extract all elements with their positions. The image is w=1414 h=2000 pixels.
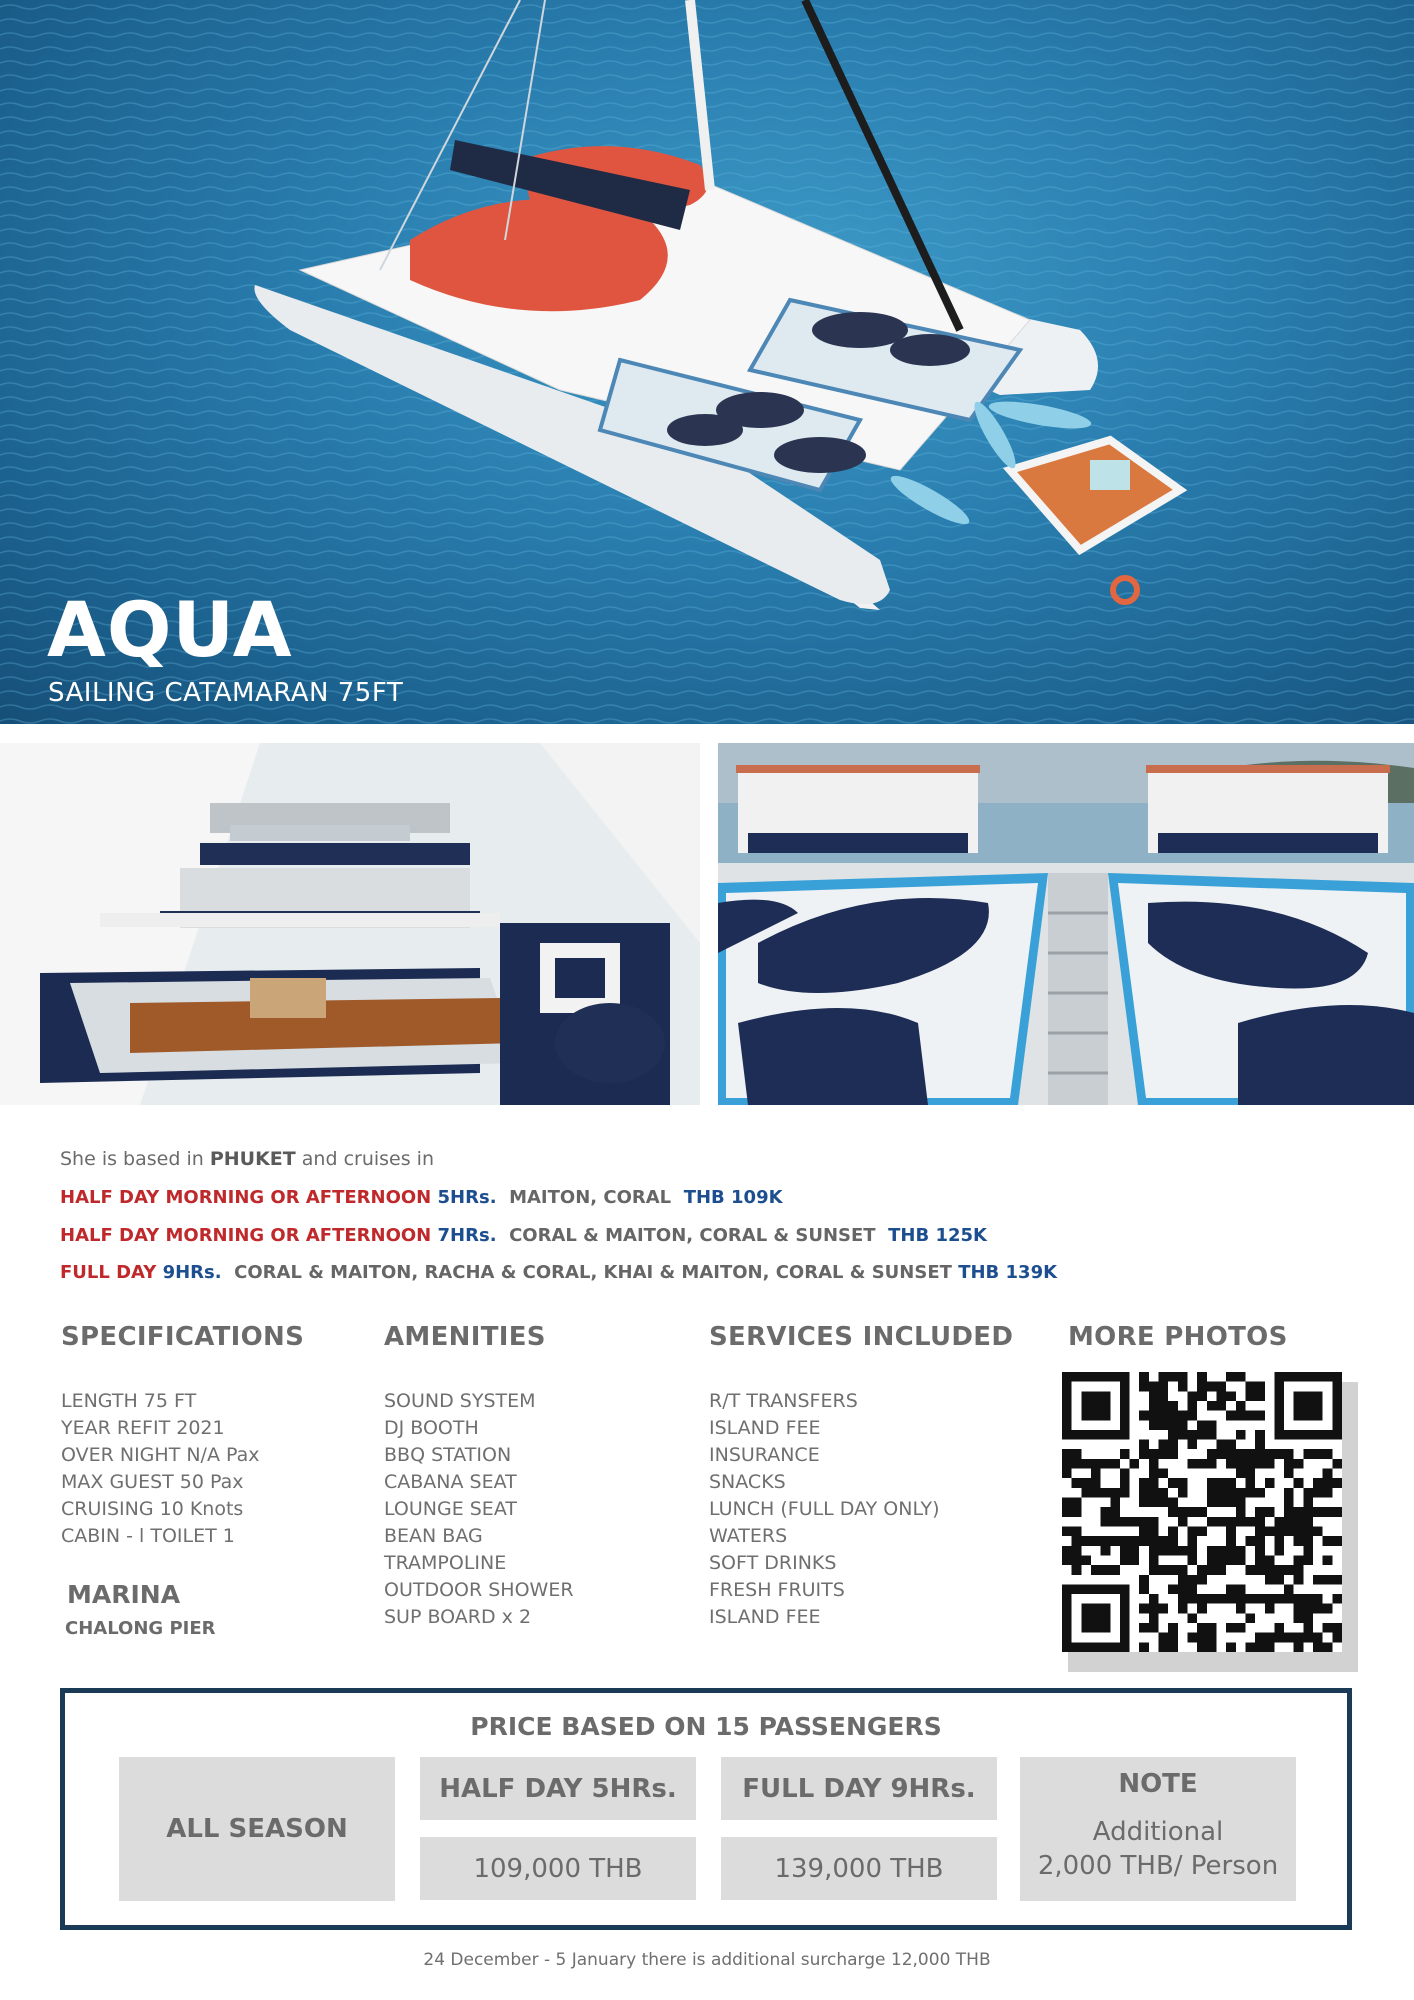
route-price: THB 109K <box>683 1187 783 1208</box>
spec-item: LENGTH 75 FT <box>61 1390 197 1412</box>
full-day-price: 139,000 THB <box>721 1837 997 1900</box>
intro-suffix: and cruises in <box>301 1148 434 1170</box>
route-price: THB 125K <box>888 1225 987 1246</box>
specifications-list <box>61 1388 259 1550</box>
service-item: R/T TRANSFERS <box>709 1390 858 1412</box>
service-item: SNACKS <box>709 1471 786 1493</box>
note-label: NOTE <box>1118 1769 1198 1799</box>
amenity-item: LOUNGE SEAT <box>384 1498 517 1520</box>
intro-location: PHUKET <box>209 1148 296 1170</box>
yacht-name: AQUA <box>47 585 293 674</box>
spec-item: CRUISING 10 Knots <box>61 1498 244 1520</box>
half-day-price: 109,000 THB <box>420 1837 696 1900</box>
service-item: SOFT DRINKS <box>709 1552 837 1574</box>
amenity-item: SOUND SYSTEM <box>384 1390 536 1412</box>
route-line <box>60 1187 783 1208</box>
lounge-photo <box>0 743 700 1105</box>
note-line-2: 2,000 THB/ Person <box>1037 1851 1279 1881</box>
service-item: FRESH FRUITS <box>709 1579 845 1601</box>
amenities-list <box>384 1388 574 1631</box>
route-destinations: CORAL & MAITON, RACHA & CORAL, KHAI & MAITON, CORAL & SUNSET <box>234 1262 952 1283</box>
hero-image <box>0 0 1414 724</box>
marina-value: CHALONG PIER <box>65 1618 216 1639</box>
route-label: FULL DAY <box>60 1262 157 1283</box>
route-hours: 5HRs. <box>437 1187 497 1208</box>
spec-item: CABIN - l TOILET 1 <box>61 1525 235 1547</box>
spec-item: OVER NIGHT N/A Pax <box>61 1444 260 1466</box>
route-label: HALF DAY MORNING OR AFTERNOON <box>60 1225 432 1246</box>
route-price: THB 139K <box>958 1262 1058 1283</box>
intro-prefix: She is based in <box>60 1148 204 1170</box>
amenity-item: OUTDOOR SHOWER <box>384 1579 574 1601</box>
route-destinations: CORAL & MAITON, CORAL & SUNSET <box>509 1225 876 1246</box>
qr-code-icon[interactable] <box>1062 1372 1342 1652</box>
yacht-type: SAILING CATAMARAN 75FT <box>48 678 404 708</box>
amenity-item: CABANA SEAT <box>384 1471 517 1493</box>
amenity-item: TRAMPOLINE <box>384 1552 507 1574</box>
note-line-1: Additional <box>1092 1817 1224 1847</box>
marina-heading: MARINA <box>67 1580 181 1609</box>
amenity-item: SUP BOARD x 2 <box>384 1606 532 1628</box>
specifications-heading: SPECIFICATIONS <box>61 1322 305 1352</box>
qr-code-graphic <box>1062 1372 1342 1652</box>
route-destinations: MAITON, CORAL <box>509 1187 672 1208</box>
route-hours: 9HRs. <box>162 1262 222 1283</box>
amenity-item: BEAN BAG <box>384 1525 483 1547</box>
service-item: INSURANCE <box>709 1444 820 1466</box>
spec-item: MAX GUEST 50 Pax <box>61 1471 244 1493</box>
spec-item: YEAR REFIT 2021 <box>61 1417 225 1439</box>
route-line <box>60 1262 1057 1283</box>
service-item: ISLAND FEE <box>709 1417 821 1439</box>
route-hours: 7HRs. <box>437 1225 497 1246</box>
amenity-item: BBQ STATION <box>384 1444 512 1466</box>
surcharge-footnote: 24 December - 5 January there is additional surcharge 12,000 THB <box>423 1950 991 1970</box>
price-table <box>60 1688 1352 1930</box>
amenities-heading: AMENITIES <box>384 1322 546 1352</box>
season-cell: ALL SEASON <box>119 1757 395 1901</box>
services-heading: SERVICES INCLUDED <box>709 1322 1014 1352</box>
intro-text <box>60 1148 434 1170</box>
price-table-title: PRICE BASED ON 15 PASSENGERS <box>470 1712 942 1741</box>
amenity-item: DJ BOOTH <box>384 1417 479 1439</box>
service-item: WATERS <box>709 1525 788 1547</box>
full-day-label: FULL DAY 9HRs. <box>721 1757 997 1820</box>
route-label: HALF DAY MORNING OR AFTERNOON <box>60 1187 432 1208</box>
service-item: LUNCH (FULL DAY ONLY) <box>709 1498 940 1520</box>
half-day-label: HALF DAY 5HRs. <box>420 1757 696 1820</box>
service-item: ISLAND FEE <box>709 1606 821 1628</box>
deck-photo <box>718 743 1414 1105</box>
route-line <box>60 1225 987 1246</box>
more-photos-heading: MORE PHOTOS <box>1068 1322 1288 1352</box>
note-cell <box>1020 1757 1296 1901</box>
services-list <box>709 1388 940 1631</box>
